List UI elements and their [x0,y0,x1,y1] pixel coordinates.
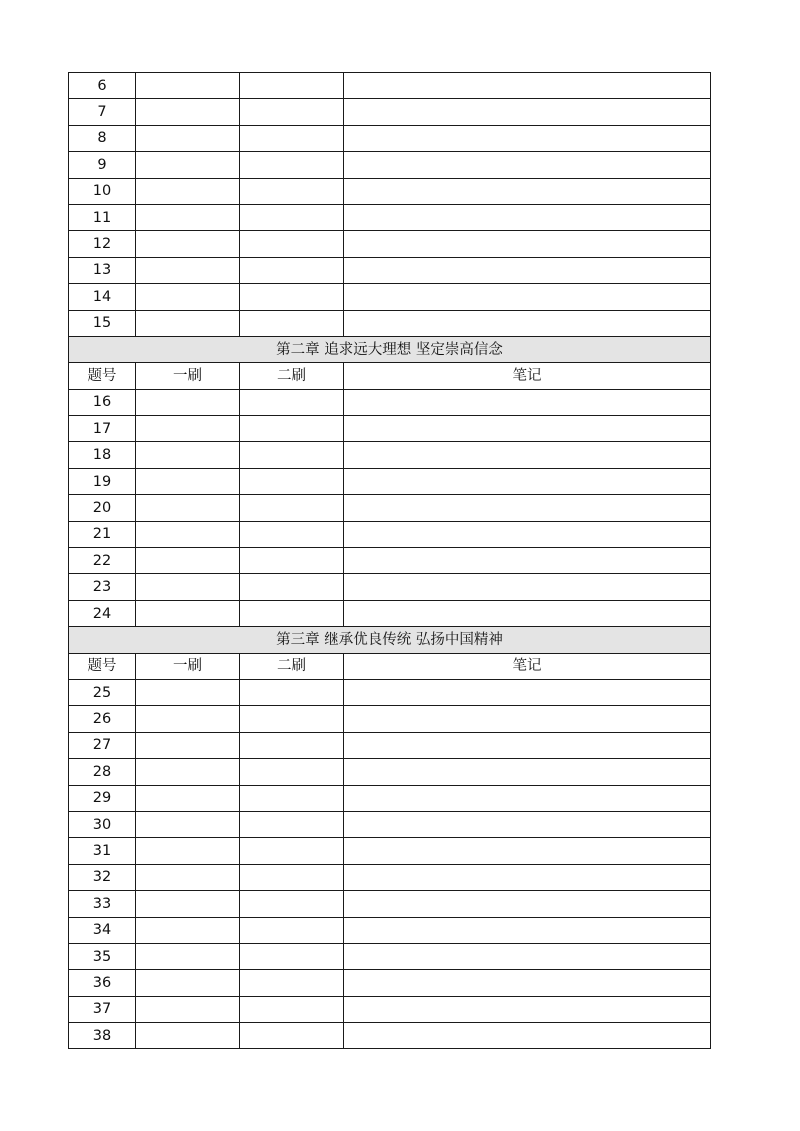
table-row [69,970,711,996]
review-log-table [68,72,711,1049]
table-row [69,811,711,837]
notes-cell[interactable] [344,495,711,521]
header-second-pass: 二刷 [240,363,344,389]
second-pass-cell[interactable] [240,257,344,283]
question-number: 6 [69,73,136,99]
table-row [69,284,711,310]
second-pass-cell[interactable] [240,178,344,204]
question-number: 29 [69,785,136,811]
first-pass-cell[interactable] [136,178,240,204]
header-number: 题号 [69,653,136,679]
table-row [69,310,711,336]
notes-cell[interactable] [344,416,711,442]
first-pass-cell[interactable] [136,864,240,890]
question-number: 19 [69,468,136,494]
first-pass-cell[interactable] [136,99,240,125]
question-number: 10 [69,178,136,204]
notes-cell[interactable] [344,996,711,1022]
second-pass-cell[interactable] [240,838,344,864]
notes-cell[interactable] [344,99,711,125]
first-pass-cell[interactable] [136,73,240,99]
second-pass-cell[interactable] [240,468,344,494]
chapter-title: 第三章 继承优良传统 弘扬中国精神 [69,627,711,653]
second-pass-cell[interactable] [240,416,344,442]
table-row [69,99,711,125]
question-number: 38 [69,1023,136,1049]
notes-cell[interactable] [344,231,711,257]
second-pass-cell[interactable] [240,389,344,415]
table-row [69,706,711,732]
first-pass-cell[interactable] [136,574,240,600]
table-row [69,600,711,626]
question-number: 30 [69,811,136,837]
second-pass-cell[interactable] [240,99,344,125]
table-row [69,1023,711,1049]
second-pass-cell[interactable] [240,152,344,178]
question-number: 23 [69,574,136,600]
notes-cell[interactable] [344,1023,711,1049]
question-number: 20 [69,495,136,521]
notes-cell[interactable] [344,574,711,600]
column-header-row [69,363,711,389]
first-pass-cell[interactable] [136,943,240,969]
notes-cell[interactable] [344,864,711,890]
notes-cell[interactable] [344,811,711,837]
table-row [69,943,711,969]
table-row [69,416,711,442]
question-number: 14 [69,284,136,310]
first-pass-cell[interactable] [136,811,240,837]
header-number: 题号 [69,363,136,389]
header-notes: 笔记 [344,363,711,389]
second-pass-cell[interactable] [240,310,344,336]
table-row [69,996,711,1022]
second-pass-cell[interactable] [240,785,344,811]
notes-cell[interactable] [344,125,711,151]
notes-cell[interactable] [344,204,711,230]
first-pass-cell[interactable] [136,679,240,705]
second-pass-cell[interactable] [240,521,344,547]
table-row [69,864,711,890]
table-row [69,785,711,811]
question-number: 25 [69,679,136,705]
second-pass-cell[interactable] [240,759,344,785]
second-pass-cell[interactable] [240,231,344,257]
first-pass-cell[interactable] [136,495,240,521]
question-number: 17 [69,416,136,442]
table-row [69,178,711,204]
first-pass-cell[interactable] [136,231,240,257]
table-row [69,732,711,758]
table-row [69,679,711,705]
notes-cell[interactable] [344,548,711,574]
table-row [69,917,711,943]
first-pass-cell[interactable] [136,1023,240,1049]
question-number: 7 [69,99,136,125]
first-pass-cell[interactable] [136,310,240,336]
notes-cell[interactable] [344,891,711,917]
table-row [69,838,711,864]
question-number: 28 [69,759,136,785]
first-pass-cell[interactable] [136,732,240,758]
notes-cell[interactable] [344,73,711,99]
table-row [69,495,711,521]
first-pass-cell[interactable] [136,257,240,283]
table-row [69,442,711,468]
table-row [69,125,711,151]
first-pass-cell[interactable] [136,785,240,811]
question-number: 16 [69,389,136,415]
first-pass-cell[interactable] [136,521,240,547]
question-number: 37 [69,996,136,1022]
second-pass-cell[interactable] [240,1023,344,1049]
table-row [69,521,711,547]
notes-cell[interactable] [344,389,711,415]
first-pass-cell[interactable] [136,970,240,996]
question-number: 24 [69,600,136,626]
chapter-row [69,336,711,362]
second-pass-cell[interactable] [240,204,344,230]
first-pass-cell[interactable] [136,152,240,178]
table-row [69,257,711,283]
second-pass-cell[interactable] [240,442,344,468]
table-row [69,548,711,574]
notes-cell[interactable] [344,759,711,785]
question-number: 22 [69,548,136,574]
second-pass-cell[interactable] [240,284,344,310]
notes-cell[interactable] [344,679,711,705]
table-row [69,891,711,917]
notes-cell[interactable] [344,178,711,204]
question-number: 36 [69,970,136,996]
first-pass-cell[interactable] [136,442,240,468]
notes-cell[interactable] [344,468,711,494]
first-pass-cell[interactable] [136,891,240,917]
chapter-row [69,627,711,653]
header-first-pass: 一刷 [136,363,240,389]
first-pass-cell[interactable] [136,204,240,230]
question-number: 34 [69,917,136,943]
notes-cell[interactable] [344,706,711,732]
second-pass-cell[interactable] [240,996,344,1022]
first-pass-cell[interactable] [136,600,240,626]
second-pass-cell[interactable] [240,125,344,151]
question-number: 18 [69,442,136,468]
notes-cell[interactable] [344,970,711,996]
first-pass-cell[interactable] [136,389,240,415]
second-pass-cell[interactable] [240,548,344,574]
second-pass-cell[interactable] [240,73,344,99]
notes-cell[interactable] [344,838,711,864]
table-row [69,574,711,600]
second-pass-cell[interactable] [240,811,344,837]
first-pass-cell[interactable] [136,996,240,1022]
second-pass-cell[interactable] [240,732,344,758]
first-pass-cell[interactable] [136,468,240,494]
notes-cell[interactable] [344,521,711,547]
question-number: 12 [69,231,136,257]
second-pass-cell[interactable] [240,970,344,996]
notes-cell[interactable] [344,785,711,811]
question-number: 26 [69,706,136,732]
second-pass-cell[interactable] [240,917,344,943]
question-number: 8 [69,125,136,151]
chapter-title: 第二章 追求远大理想 坚定崇高信念 [69,336,711,362]
notes-cell[interactable] [344,943,711,969]
question-number: 27 [69,732,136,758]
table-row [69,204,711,230]
table-row [69,759,711,785]
question-number: 13 [69,257,136,283]
notes-cell[interactable] [344,284,711,310]
question-number: 15 [69,310,136,336]
first-pass-cell[interactable] [136,284,240,310]
table-row [69,73,711,99]
second-pass-cell[interactable] [240,495,344,521]
second-pass-cell[interactable] [240,679,344,705]
table-row [69,468,711,494]
header-first-pass: 一刷 [136,653,240,679]
header-second-pass: 二刷 [240,653,344,679]
first-pass-cell[interactable] [136,125,240,151]
notes-cell[interactable] [344,152,711,178]
first-pass-cell[interactable] [136,917,240,943]
second-pass-cell[interactable] [240,600,344,626]
second-pass-cell[interactable] [240,891,344,917]
column-header-row [69,653,711,679]
question-number: 31 [69,838,136,864]
question-number: 32 [69,864,136,890]
question-number: 35 [69,943,136,969]
first-pass-cell[interactable] [136,838,240,864]
notes-cell[interactable] [344,732,711,758]
second-pass-cell[interactable] [240,574,344,600]
second-pass-cell[interactable] [240,943,344,969]
first-pass-cell[interactable] [136,706,240,732]
header-notes: 笔记 [344,653,711,679]
table-row [69,231,711,257]
notes-cell[interactable] [344,257,711,283]
notes-cell[interactable] [344,600,711,626]
table-row [69,389,711,415]
second-pass-cell[interactable] [240,706,344,732]
first-pass-cell[interactable] [136,416,240,442]
notes-cell[interactable] [344,917,711,943]
first-pass-cell[interactable] [136,548,240,574]
question-number: 11 [69,204,136,230]
second-pass-cell[interactable] [240,864,344,890]
table-row [69,152,711,178]
notes-cell[interactable] [344,442,711,468]
notes-cell[interactable] [344,310,711,336]
question-number: 33 [69,891,136,917]
first-pass-cell[interactable] [136,759,240,785]
question-number: 21 [69,521,136,547]
question-number: 9 [69,152,136,178]
